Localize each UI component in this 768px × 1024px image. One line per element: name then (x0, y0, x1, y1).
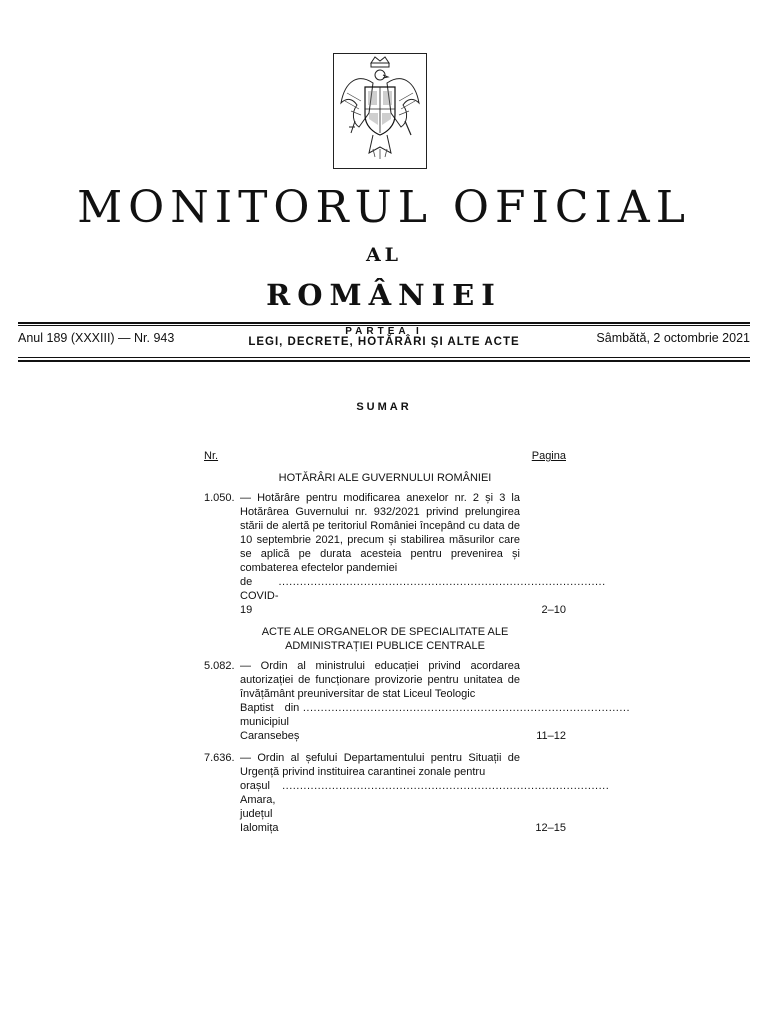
bottom-rule (18, 360, 750, 362)
entry-pages: 2–10 (541, 603, 566, 616)
dot-leader: ............................................................................................ (278, 575, 606, 588)
col-page-label: Pagina (531, 450, 566, 462)
issue-number: Anul 189 (XXXIII) — Nr. 943 (18, 331, 175, 345)
publication-country: ROMÂNIEI (266, 278, 502, 312)
dot-leader: ............................................................................................ (299, 701, 631, 714)
toc-entry[interactable] (204, 659, 631, 743)
summary-heading: SUMAR (356, 401, 412, 413)
part-label: PARTEA I (345, 326, 423, 337)
bottom-rule-thin (18, 357, 750, 358)
toc-entry[interactable] (204, 491, 606, 617)
coat-of-arms-icon (333, 53, 427, 169)
entry-pages: 11–12 (536, 729, 566, 742)
col-nr-label: Nr. (204, 450, 219, 462)
issue-date: Sâmbătă, 2 octombrie 2021 (596, 331, 750, 345)
entry-description: — Hotărâre pentru modificarea anexelor nr. 2 și 3 la Hotărârea Guvernului nr. 932/2021 privind prelungirea stării de alertă pe teritoriul României începând cu data de 10 septembrie 2021, precum și stabilirea măsurilor care se aplică pe durata acesteia pentru prevenirea și combaterea efectelor pandemiei (240, 491, 520, 574)
publication-title: MONITORUL OFICIAL (77, 182, 691, 233)
toc-header (204, 449, 566, 463)
entry-last-line: de COVID-19 (240, 575, 279, 616)
dot-leader: ............................................................................................ (278, 779, 610, 792)
entry-pages: 12–15 (535, 821, 566, 834)
top-rule (18, 322, 750, 324)
publication-title-al: AL (365, 244, 403, 266)
entry-description: — Ordin al șefului Departamentului pentru Situații de Urgență privind instituirea carantinei zonale pentru (240, 751, 520, 778)
entry-number: 1.050. (204, 491, 235, 504)
part-subtitle: LEGI, DECRETE, HOTĂRÂRI ȘI ALTE ACTE (248, 336, 520, 348)
entry-number: 7.636. (204, 751, 235, 764)
entry-number: 5.082. (204, 659, 235, 672)
section-title: ACTE ALE ORGANELOR DE SPECIALITATE ALE ADMINISTRAȚIEI PUBLICE CENTRALE (261, 625, 509, 652)
entry-last-line: orașul Amara, județul Ialomița (240, 779, 279, 834)
table-of-contents (204, 449, 631, 843)
entry-description: — Ordin al ministrului educației privind acordarea autorizației de funcționare provizorie pentru unitatea de învățământ preuniversitar de stat Liceul Teologic (240, 659, 520, 700)
section-title: HOTĂRÂRI ALE GUVERNULUI ROMÂNIEI (278, 472, 492, 484)
toc-entry[interactable] (204, 751, 610, 835)
entry-last-line: Baptist din municipiul Caransebeș (240, 701, 300, 742)
